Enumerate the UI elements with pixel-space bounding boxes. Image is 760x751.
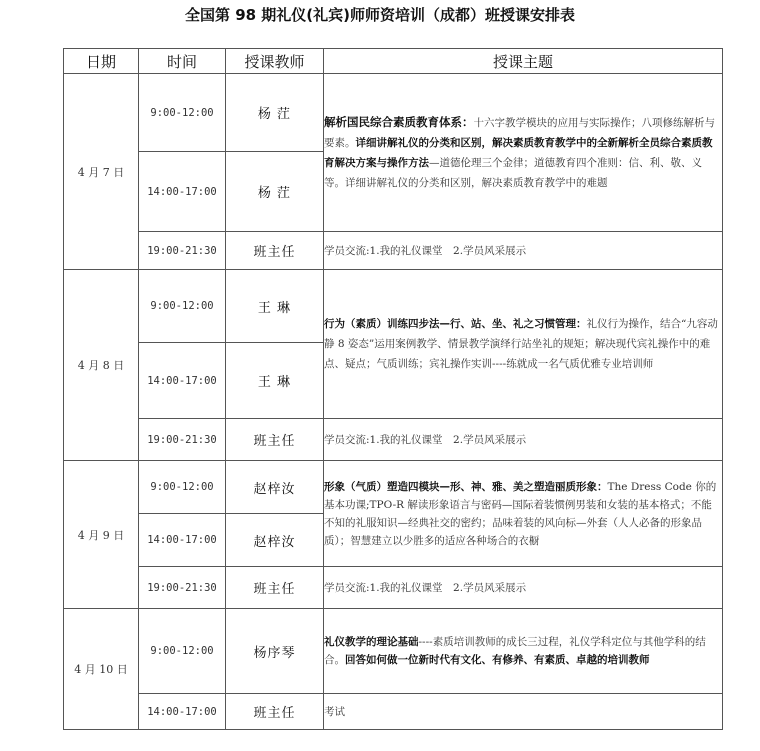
- teacher-cell: 赵梓汝: [226, 461, 324, 514]
- page-title: 全国第 98 期礼仪(礼宾)师师资培训（成都）班授课安排表: [184, 6, 576, 24]
- topic-cell: [324, 461, 723, 567]
- teacher-cell: 班主任: [226, 419, 324, 461]
- topic-cell: [324, 74, 723, 232]
- teacher-cell: 班主任: [226, 567, 324, 609]
- date-cell: 4 月 10 日: [64, 609, 139, 730]
- topic-cell: 学员交流:1.我的礼仪课堂 2.学员风采展示: [324, 232, 723, 270]
- date-cell: 4 月 8 日: [64, 270, 139, 461]
- time-cell: 19:00-21:30: [139, 232, 226, 270]
- time-cell: 14:00-17:00: [139, 514, 226, 567]
- time-cell: 9:00-12:00: [139, 74, 226, 152]
- topic-heading: 形象（气质）塑造四模块—形、神、雅、美之塑造丽质形象：: [324, 480, 608, 493]
- topic-text: —道德伦理三个金律；道德教育四个准则：信、利、敬、义等。详细讲解礼仪的分类和区别，解决素质教育教学中的难题: [324, 157, 702, 189]
- topic-highlight: 详细讲解礼仪的分类和区别，解决素质教育教学中的全新解析全员综合素质教育解决方案与操作方法: [324, 137, 713, 169]
- header-teacher: 授课教师: [226, 49, 324, 74]
- header-time: 时间: [139, 49, 226, 74]
- time-cell: 14:00-17:00: [139, 343, 226, 419]
- topic-cell: [324, 609, 723, 694]
- table-row: [64, 232, 723, 270]
- teacher-cell: 王 琳: [226, 343, 324, 419]
- topic-cell: 学员交流:1.我的礼仪课堂 2.学员风采展示: [324, 567, 723, 609]
- time-cell: 19:00-21:30: [139, 567, 226, 609]
- topic-highlight: 回答如何做一位新时代有文化、有修养、有素质、卓越的培训教师: [345, 654, 650, 666]
- teacher-cell: 杨 茳: [226, 74, 324, 152]
- time-cell: 14:00-17:00: [139, 694, 226, 730]
- topic-text: The Dress Code 你的基本功课;TPO-R 解读形象语言与密码—国际着装惯例男装和女装的基本格式；不能不知的礼服知识—经典社交的密约；品味着装的风向标—外套（人人必备的形象品质）；智慧建立以少胜多的适应各种场合的衣橱: [324, 480, 717, 547]
- topic-cell: 学员交流:1.我的礼仪课堂 2.学员风采展示: [324, 419, 723, 461]
- date-cell: 4 月 7 日: [64, 74, 139, 270]
- date-cell: 4 月 9 日: [64, 461, 139, 609]
- topic-heading: 解析国民综合素质教育体系：: [324, 115, 474, 129]
- topic-heading: 礼仪教学的理论基础: [324, 636, 419, 648]
- time-cell: 14:00-17:00: [139, 152, 226, 232]
- time-cell: 19:00-21:30: [139, 419, 226, 461]
- table-row: [64, 74, 723, 152]
- topic-text: ----素质培训教师的成长三过程，礼仪学科定位与其他学科的结合。: [324, 636, 706, 666]
- topic-text: 礼仪行为操作，结合“九容动静 8 姿态”运用案例教学、情景教学演绎行站坐礼的规矩；解决现代宾礼操作中的难点、疑点；气质训练；宾礼操作实训----练就成一名气质优雅专业培训师: [324, 318, 718, 370]
- teacher-cell: 杨 茳: [226, 152, 324, 232]
- teacher-cell: 赵梓汝: [226, 514, 324, 567]
- topic-text: 十六字教学模块的应用与实际操作；八项修练解析与要素。: [324, 117, 715, 149]
- header-topic: 授课主题: [324, 49, 723, 74]
- teacher-cell: 杨序琴: [226, 609, 324, 694]
- schedule-table: [63, 48, 723, 730]
- time-cell: 9:00-12:00: [139, 461, 226, 514]
- topic-cell: [324, 270, 723, 419]
- table-row: [64, 461, 723, 514]
- topic-heading: 行为（素质）训练四步法—行、站、坐、礼之习惯管理：: [324, 318, 587, 330]
- teacher-cell: 班主任: [226, 232, 324, 270]
- table-row: [64, 609, 723, 694]
- header-date: 日期: [64, 49, 139, 74]
- time-cell: 9:00-12:00: [139, 270, 226, 343]
- teacher-cell: 王 琳: [226, 270, 324, 343]
- teacher-cell: 班主任: [226, 694, 324, 730]
- time-cell: 9:00-12:00: [139, 609, 226, 694]
- header-row: [64, 49, 723, 74]
- table-row: [64, 419, 723, 461]
- topic-cell: 考试: [324, 694, 723, 730]
- table-row: [64, 694, 723, 730]
- table-row: [64, 270, 723, 343]
- table-row: [64, 567, 723, 609]
